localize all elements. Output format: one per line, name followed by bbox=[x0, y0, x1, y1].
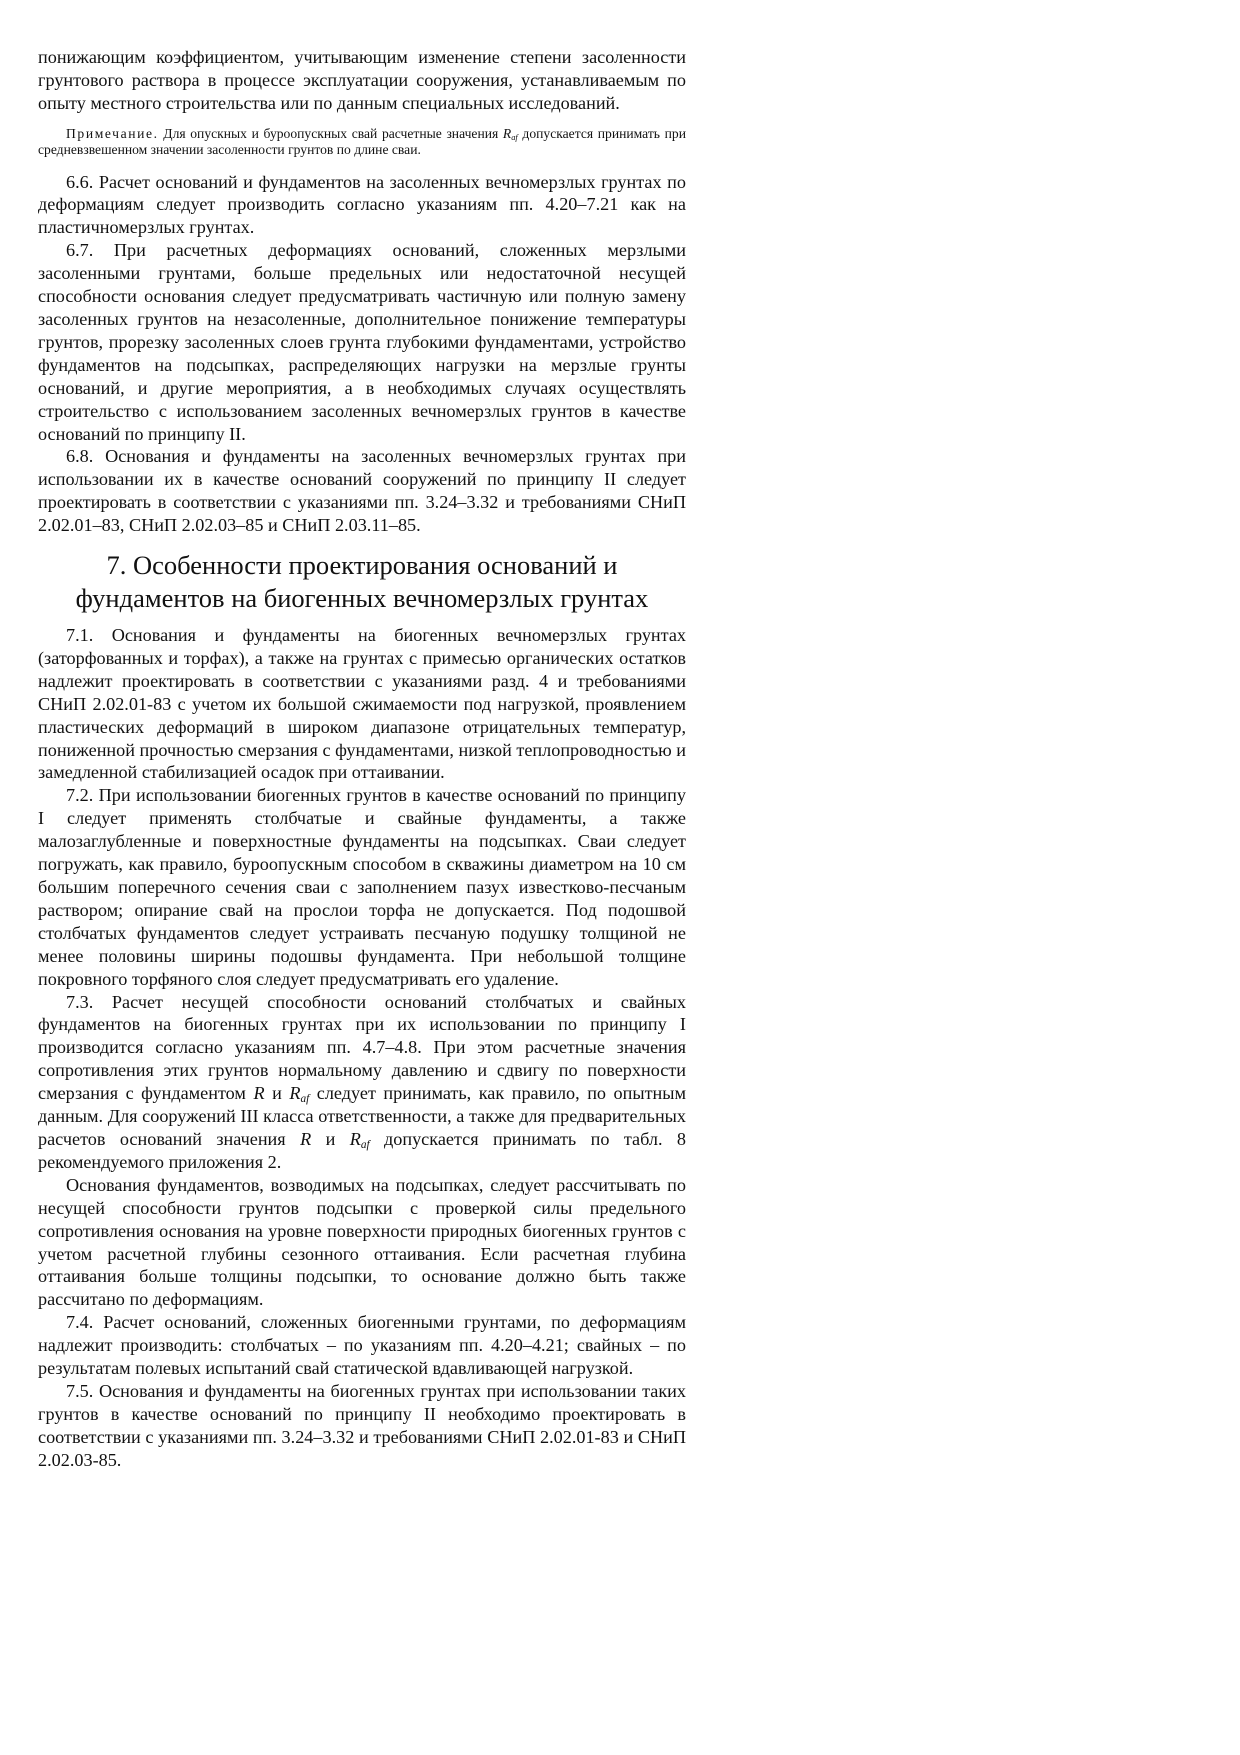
note-text-before: Для опускных и буроопускных свай расчетные значения bbox=[158, 125, 503, 141]
p73-symbol-r2: R bbox=[300, 1128, 312, 1149]
paragraph-6-7: 6.7. При расчетных деформациях оснований, сложенных мерзлыми засоленными грунтами, больше предельных или недостаточной несущей способности основания следует предусматривать частичную или полную замену засоленных грунтов на незасоленные, дополнительное понижение температуры грунтов, прорезку засоленных слоев грунта глубокими фундаментами, устройство фундаментов на подсыпках, распределяющих нагрузки на мерзлые грунты оснований, и другие мероприятия, а в необходимых случаях осуществлять строительство с использованием засоленных вечномерзлых грунтов в качестве оснований по принципу II. bbox=[38, 240, 686, 444]
paragraph-7-3 bbox=[38, 991, 686, 1174]
paragraph-intro: понижающим коэффициентом, учитывающим изменение степени засоленности грунтового раствора в процессе эксплуатации сооружения, устанавливаемым по опыту местного строительства или по данным специальных исследований. bbox=[38, 47, 686, 113]
paragraph-7-1: 7.1. Основания и фундаменты на биогенных вечномерзлых грунтах (заторфованных и торфах), а также на грунтах с примесью органических остатков надлежит проектировать в соответствии с указаниями разд. 4 и требованиями СНиП 2.02.01-83 с учетом их большой сжимаемости под нагрузкой, проявлением пластических деформаций в широком диапазоне отрицательных температур, пониженной прочностью смерзания с фундаментами, низкой теплопроводностью и замедленной стабилизацией осадок при оттаивании. bbox=[38, 625, 686, 783]
p73-sub-af1: af bbox=[300, 1092, 310, 1105]
p73-and2: и bbox=[311, 1128, 350, 1149]
paragraph-7-3-continued: Основания фундаментов, возводимых на подсыпках, следует рассчитывать по несущей способности грунтов подсыпки с проверкой силы предельного сопротивления основания на уровне поверхности природных биогенных грунтов с учетом расчетной глубины сезонного оттаивания. Если расчетная глубина оттаивания больше толщины подсыпки, то основание должно быть также рассчитано по деформациям. bbox=[38, 1174, 686, 1310]
note-symbol-r: R bbox=[502, 125, 512, 141]
p73-part1: 7.3. Расчет несущей способности оснований столбчатых и свайных фундаментов на биогенных грунтах при их использовании по принципу I производится согласно указаниям пп. 4.7–4.8. При этом расчетные значения сопротивления этих грунтов нормальному давлению и сдвигу по поверхности смерзания с фундаментом bbox=[38, 991, 686, 1104]
paragraph-6-8: 6.8. Основания и фундаменты на засоленных вечномерзлых грунтах при использовании их в качестве оснований сооружений по принципу II следует проектировать в соответствии с указаниями пп. 3.24–3.32 и требованиями СНиП 2.02.01–83, СНиП 2.02.03–85 и СНиП 2.03.11–85. bbox=[38, 446, 686, 536]
p73-part2: следует принимать, как правило, по опытным данным. Для сооружений III класса ответственности, а также для предварительных расчетов оснований значения bbox=[38, 1083, 686, 1149]
note-paragraph bbox=[38, 126, 686, 159]
paragraph-7-2: 7.2. При использовании биогенных грунтов в качестве оснований по принципу I следует применять столбчатые и свайные фундаменты, а также малозаглубленные и поверхностные фундаменты на подсыпках. Сваи следует погружать, как правило, буроопускным способом в скважины диаметром на 10 см большим поперечного сечения сваи с заполнением пазух известково-песчаным раствором; опирание свай на прослои торфа не допускается. Под подошвой столбчатых фундаментов следует устраивать песчаную подушку толщиной не менее половины ширины подошвы фундамента. При небольшой толщине покровного торфяного слоя следует предусматривать его удаление. bbox=[38, 785, 686, 989]
p73-sub-af2: af bbox=[360, 1138, 370, 1151]
paragraph-6-6: 6.6. Расчет оснований и фундаментов на засоленных вечномерзлых грунтах по деформациям следует производить согласно указаниям пп. 4.20–7.21 как на пластичномерзлых грунтах. bbox=[38, 171, 686, 238]
note-text-after: допускается принимать при средневзвешенном значении засоленности грунтов по длине сваи. bbox=[38, 125, 686, 158]
p73-symbol-raf1: R bbox=[289, 1083, 301, 1104]
p73-symbol-r1: R bbox=[253, 1083, 265, 1104]
p73-part3: допускается принимать по табл. 8 рекомендуемого приложения 2. bbox=[38, 1128, 686, 1172]
section-heading: 7. Особенности проектирования оснований и фундаментов на биогенных вечномерзлых грунтах bbox=[75, 550, 649, 613]
note-symbol-sub: af bbox=[511, 131, 518, 142]
p73-symbol-raf2: R bbox=[349, 1128, 361, 1149]
paragraph-7-5: 7.5. Основания и фундаменты на биогенных грунтах при использовании таких грунтов в качестве оснований по принципу II необходимо проектировать в соответствии с указаниями пп. 3.24–3.32 и требованиями СНиП 2.02.01-83 и СНиП 2.02.03-85. bbox=[38, 1380, 686, 1470]
p73-and1: и bbox=[264, 1083, 290, 1104]
note-label: Примечание. bbox=[66, 125, 159, 141]
document-page bbox=[38, 46, 686, 1472]
paragraph-7-4: 7.4. Расчет оснований, сложенных биогенными грунтами, по деформациям надлежит производить: столбчатых – по указаниям пп. 4.20–4.21; свайных – по результатам полевых испытаний свай статической вдавливающей нагрузкой. bbox=[38, 1312, 686, 1379]
